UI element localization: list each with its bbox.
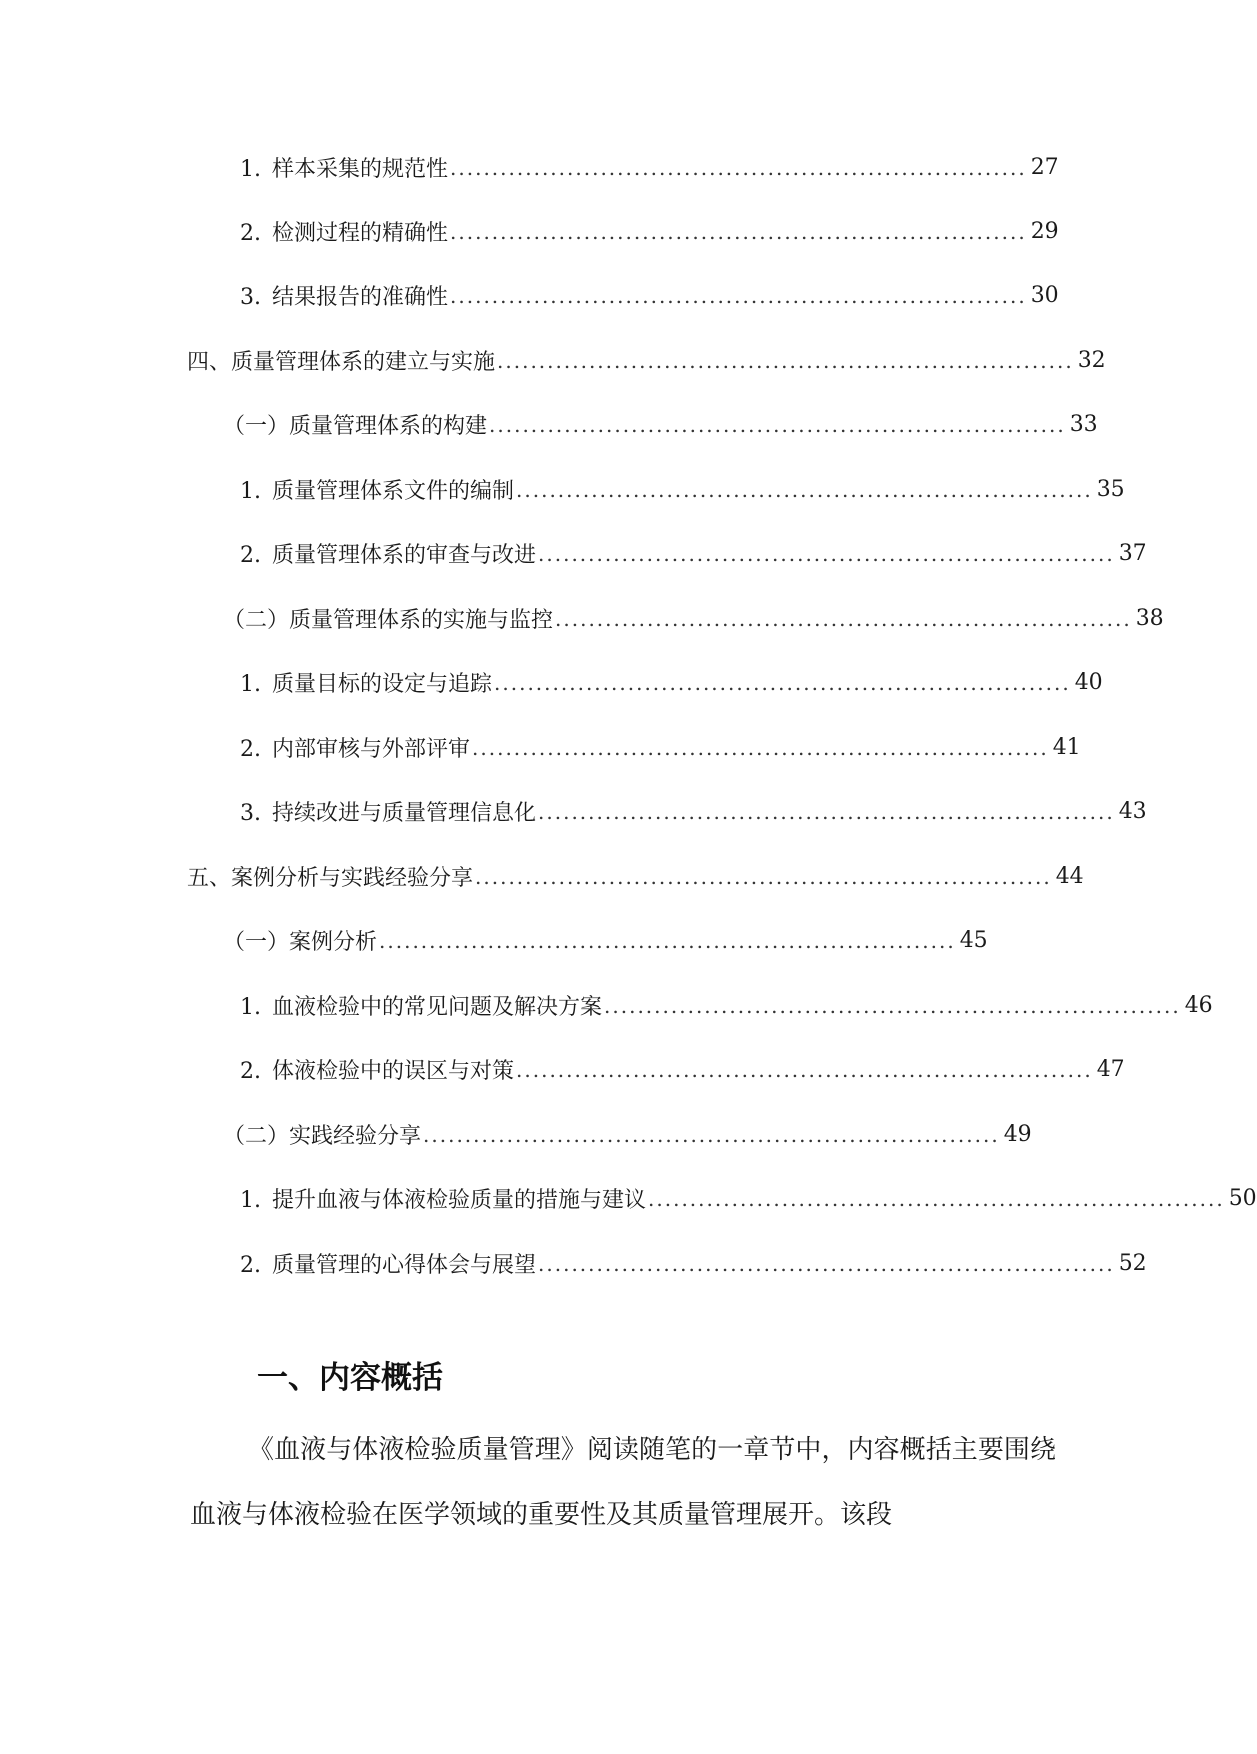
toc-entry-label <box>240 1054 514 1085</box>
toc-entry-page: 33 <box>1069 411 1098 437</box>
toc-entry-page: 27 <box>1030 154 1059 180</box>
toc-entry-label <box>223 409 487 440</box>
toc-entry[interactable] <box>240 211 1059 251</box>
toc-dot-leader: ..................................................................... <box>450 220 1027 244</box>
toc-dot-leader: ..................................................................... <box>494 671 1071 695</box>
toc-dot-leader: ..................................................................... <box>516 478 1093 502</box>
toc-entry-label <box>223 1119 421 1150</box>
toc-dot-leader: ..................................................................... <box>475 865 1052 889</box>
toc-entry-label <box>240 1183 646 1214</box>
toc-entry[interactable] <box>240 727 1081 767</box>
toc-entry-page: 32 <box>1077 347 1106 373</box>
toc-entry-number: 2. <box>240 736 261 762</box>
toc-entry-page: 52 <box>1118 1250 1147 1276</box>
toc-dot-leader: ..................................................................... <box>450 156 1027 180</box>
toc-entry-page: 38 <box>1135 605 1164 631</box>
toc-entry-page: 46 <box>1184 992 1213 1018</box>
toc-entry-title: 提升血液与体液检验质量的措施与建议 <box>272 1187 647 1213</box>
section-heading: 一、内容概括 <box>257 1360 443 1396</box>
toc-entry-page: 30 <box>1030 282 1059 308</box>
toc-entry-label <box>240 538 536 569</box>
toc-entry[interactable] <box>223 404 1098 444</box>
toc-dot-leader: ..................................................................... <box>516 1058 1093 1082</box>
toc-dot-leader: ..................................................................... <box>648 1187 1225 1211</box>
toc-entry-title: 检测过程的精确性 <box>272 220 449 246</box>
toc-entry-number: 2. <box>240 1252 261 1278</box>
toc-entry[interactable] <box>223 920 988 960</box>
toc-entry-title: 持续改进与质量管理信息化 <box>272 800 537 826</box>
toc-dot-leader: ..................................................................... <box>450 284 1027 308</box>
toc-entry-label <box>187 861 473 892</box>
toc-dot-leader: ..................................................................... <box>423 1123 1000 1147</box>
toc-entry[interactable] <box>240 1178 1257 1218</box>
toc-entry-label <box>187 345 495 376</box>
toc-entry-number: 1. <box>240 156 261 182</box>
toc-entry-page: 43 <box>1118 798 1147 824</box>
toc-entry-title: 质量目标的设定与追踪 <box>272 671 493 697</box>
toc-entry-number: 1. <box>240 994 261 1020</box>
toc-dot-leader: ..................................................................... <box>538 800 1115 824</box>
toc-entry-label <box>240 474 514 505</box>
toc-entry-page: 41 <box>1052 734 1081 760</box>
toc-entry-label <box>223 603 553 634</box>
toc-entry[interactable] <box>240 791 1147 831</box>
toc-entry-title: 血液检验中的常见问题及解决方案 <box>272 994 603 1020</box>
toc-entry-label <box>240 152 448 183</box>
toc-entry-title: （一）质量管理体系的构建 <box>223 413 488 439</box>
toc-entry[interactable] <box>240 985 1213 1025</box>
toc-dot-leader: ..................................................................... <box>604 994 1181 1018</box>
toc-dot-leader: ..................................................................... <box>538 542 1115 566</box>
toc-entry-page: 40 <box>1074 669 1103 695</box>
toc-entry[interactable] <box>223 598 1164 638</box>
toc-entry[interactable] <box>240 1243 1147 1283</box>
toc-dot-leader: ..................................................................... <box>538 1252 1115 1276</box>
toc-entry-page: 29 <box>1030 218 1059 244</box>
toc-entry-title: 结果报告的准确性 <box>272 284 449 310</box>
toc-entry-label <box>240 732 470 763</box>
toc-entry-number: 1. <box>240 478 261 504</box>
toc-entry[interactable] <box>187 340 1106 380</box>
toc-dot-leader: ..................................................................... <box>472 736 1049 760</box>
toc-entry-title: 质量管理体系文件的编制 <box>272 478 515 504</box>
toc-entry-number: 2. <box>240 220 261 246</box>
toc-entry-title: （二）实践经验分享 <box>223 1123 422 1149</box>
toc-entry[interactable] <box>240 469 1125 509</box>
toc-entry-number: 2. <box>240 542 261 568</box>
toc-entry-number: 1. <box>240 1187 261 1213</box>
toc-entry-label <box>240 796 536 827</box>
toc-entry-page: 45 <box>959 927 988 953</box>
section-paragraph: 《血液与体液检验质量管理》阅读随笔的一章节中，内容概括主要围绕血液与体液检验在医学领域的重要性及其质量管理展开。该段 <box>190 1435 1056 1530</box>
toc-entry[interactable] <box>187 856 1084 896</box>
toc-entry-page: 35 <box>1096 476 1125 502</box>
toc-entry[interactable] <box>240 533 1147 573</box>
toc-entry[interactable] <box>240 1049 1125 1089</box>
toc-entry-page: 49 <box>1003 1121 1032 1147</box>
toc-entry-page: 44 <box>1055 863 1084 889</box>
toc-entry-label <box>240 216 448 247</box>
toc-entry-label <box>223 925 377 956</box>
toc-entry-number: 1. <box>240 671 261 697</box>
toc-entry-label <box>240 1248 536 1279</box>
toc-entry-title: 内部审核与外部评审 <box>272 736 471 762</box>
toc-entry-title: 质量管理体系的审查与改进 <box>272 542 537 568</box>
toc-entry-label <box>240 280 448 311</box>
toc-entry-title: （二）质量管理体系的实施与监控 <box>223 607 554 633</box>
toc-entry-page: 37 <box>1118 540 1147 566</box>
toc-entry-title: 质量管理的心得体会与展望 <box>272 1252 537 1278</box>
toc-entry-page: 50 <box>1228 1185 1257 1211</box>
toc-entry-title: 五、案例分析与实践经验分享 <box>187 865 474 891</box>
toc-entry-number: 3. <box>240 284 261 310</box>
toc-dot-leader: ..................................................................... <box>489 413 1066 437</box>
toc-entry-title: （一）案例分析 <box>223 929 378 955</box>
toc-entry-title: 体液检验中的误区与对策 <box>272 1058 515 1084</box>
toc-dot-leader: ..................................................................... <box>497 349 1074 373</box>
toc-entry[interactable] <box>240 662 1103 702</box>
toc-entry-number: 3. <box>240 800 261 826</box>
toc-entry-title: 四、质量管理体系的建立与实施 <box>187 349 496 375</box>
toc-entry[interactable] <box>240 147 1059 187</box>
toc-entry[interactable] <box>223 1114 1032 1154</box>
toc-entry-label <box>240 990 602 1021</box>
toc-entry-page: 47 <box>1096 1056 1125 1082</box>
toc-entry-number: 2. <box>240 1058 261 1084</box>
toc-entry-label <box>240 667 492 698</box>
toc-dot-leader: ..................................................................... <box>379 929 956 953</box>
toc-entry[interactable] <box>240 275 1059 315</box>
toc-entry-title: 样本采集的规范性 <box>272 156 449 182</box>
toc-dot-leader: ..................................................................... <box>555 607 1132 631</box>
